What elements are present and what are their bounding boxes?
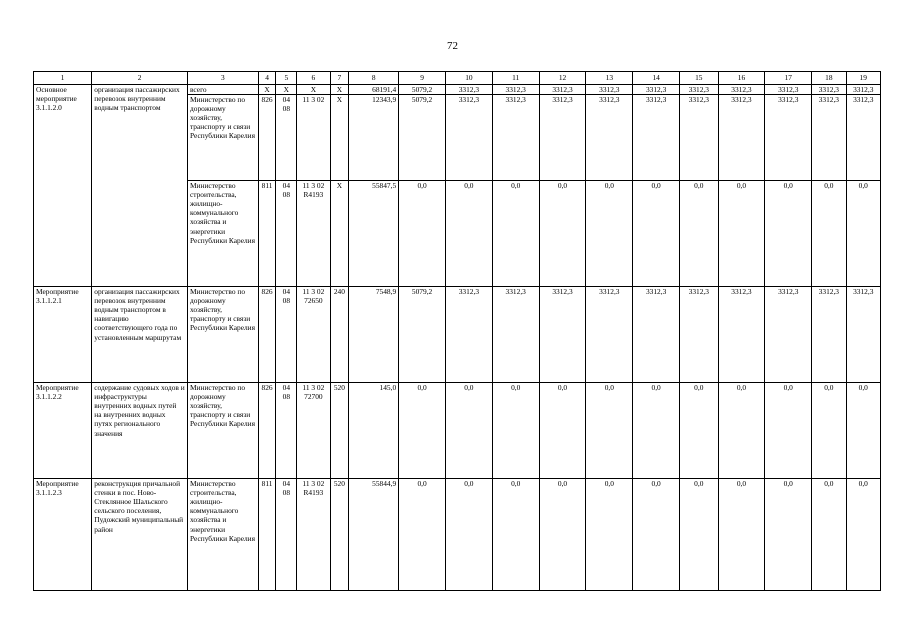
- value-cell: 0,0: [445, 383, 492, 479]
- value-cell: 3312,3: [633, 95, 680, 181]
- value-cell: 3312,3: [445, 287, 492, 383]
- expense-type: 240: [330, 287, 349, 383]
- value-cell: 5079,2: [399, 287, 446, 383]
- value-cell: 0,0: [492, 479, 539, 591]
- section-code: 04 08: [276, 181, 297, 287]
- col-header: 6: [297, 72, 330, 85]
- target-article: 11 3 02 72650: [297, 287, 330, 383]
- value-cell: 5079,2: [399, 95, 446, 181]
- value-cell: 0,0: [680, 383, 719, 479]
- value-cell: 0,0: [812, 383, 846, 479]
- expense-type: X: [330, 95, 349, 181]
- col-header: 5: [276, 72, 297, 85]
- col-header: 16: [718, 72, 765, 85]
- grbs-code: 826: [258, 95, 276, 181]
- value-cell: 3312,3: [539, 85, 586, 95]
- value-cell: 0,0: [586, 479, 633, 591]
- value-cell: 0,0: [633, 383, 680, 479]
- activity-code: Основное мероприятие 3.1.1.2.0: [34, 85, 92, 287]
- section-code: X: [276, 85, 297, 95]
- value-cell: 3312,3: [586, 85, 633, 95]
- activity-code: Мероприятие 3.1.1.2.3: [34, 479, 92, 591]
- executor: всего: [187, 85, 258, 95]
- executor: Министерство строительства, жилищно-коммунального хозяйства и энергетики Республики Карелия: [187, 181, 258, 287]
- value-cell: 0,0: [539, 479, 586, 591]
- value-cell: 3312,3: [445, 95, 492, 181]
- value-cell: 0,0: [399, 181, 446, 287]
- value-cell: 3312,3: [812, 85, 846, 95]
- value-cell: 3312,3: [539, 287, 586, 383]
- section-code: 04 08: [276, 95, 297, 181]
- value-cell: 0,0: [846, 383, 881, 479]
- value-cell: 0,0: [539, 181, 586, 287]
- activity-name: содержание судовых ходов и инфраструктуры внутренних водных путей на внутренних водных путях регионального значения: [92, 383, 188, 479]
- value-cell: 3312,3: [680, 95, 719, 181]
- value-cell: 0,0: [633, 181, 680, 287]
- value-cell: 0,0: [846, 181, 881, 287]
- value-cell: 0,0: [846, 479, 881, 591]
- col-header: 7: [330, 72, 349, 85]
- budget-table: [33, 71, 881, 591]
- expense-type: 520: [330, 383, 349, 479]
- header-row: [34, 72, 881, 85]
- col-header: 8: [349, 72, 399, 85]
- target-article: X: [297, 85, 330, 95]
- target-article: 11 3 02 R4193: [297, 479, 330, 591]
- value-cell: 55844,9: [349, 479, 399, 591]
- value-cell: 0,0: [399, 383, 446, 479]
- table-row-total: [34, 85, 881, 95]
- col-header: 4: [258, 72, 276, 85]
- value-cell: 0,0: [445, 479, 492, 591]
- grbs-code: X: [258, 85, 276, 95]
- col-header: 19: [846, 72, 881, 85]
- value-cell: 3312,3: [846, 95, 881, 181]
- value-cell: 0,0: [492, 181, 539, 287]
- col-header: 9: [399, 72, 446, 85]
- col-header: 13: [586, 72, 633, 85]
- value-cell: 3312,3: [765, 95, 812, 181]
- col-header: 15: [680, 72, 719, 85]
- value-cell: 0,0: [718, 383, 765, 479]
- value-cell: 0,0: [718, 479, 765, 591]
- value-cell: 0,0: [680, 479, 719, 591]
- value-cell: 3312,3: [492, 85, 539, 95]
- value-cell: 3312,3: [492, 95, 539, 181]
- value-cell: 0,0: [812, 479, 846, 591]
- activity-name: реконструкция причальной стенки в пос. Ново-Стеклянное Шальского сельского поселения, Пудожский муниципальный район: [92, 479, 188, 591]
- col-header: 1: [34, 72, 92, 85]
- value-cell: 3312,3: [445, 85, 492, 95]
- value-cell: 3312,3: [680, 85, 719, 95]
- value-cell: 3312,3: [492, 287, 539, 383]
- table-row: [34, 287, 881, 383]
- value-cell: 145,0: [349, 383, 399, 479]
- grbs-code: 826: [258, 287, 276, 383]
- target-article: 11 3 02 72700: [297, 383, 330, 479]
- value-cell: 0,0: [765, 479, 812, 591]
- value-cell: 0,0: [812, 181, 846, 287]
- value-cell: 3312,3: [633, 85, 680, 95]
- value-cell: 0,0: [399, 479, 446, 591]
- value-cell: 3312,3: [539, 95, 586, 181]
- col-header: 12: [539, 72, 586, 85]
- value-cell: 3312,3: [586, 95, 633, 181]
- value-cell: 3312,3: [846, 287, 881, 383]
- value-cell: 0,0: [586, 383, 633, 479]
- table-row: [34, 479, 881, 591]
- value-cell: 3312,3: [765, 85, 812, 95]
- value-cell: 3312,3: [718, 95, 765, 181]
- section-code: 04 08: [276, 287, 297, 383]
- value-cell: 0,0: [765, 383, 812, 479]
- value-cell: 3312,3: [846, 85, 881, 95]
- activity-name: организация пассажирских перевозок внутренним водным транспортом в навигацию соответствующего года по установленным маршрутам: [92, 287, 188, 383]
- table-row: [34, 383, 881, 479]
- executor: Министерство по дорожному хозяйству, транспорту и связи Республики Карелия: [187, 95, 258, 181]
- value-cell: 0,0: [586, 181, 633, 287]
- value-cell: 0,0: [633, 479, 680, 591]
- section-code: 04 08: [276, 383, 297, 479]
- executor: Министерство строительства, жилищно-коммунального хозяйства и энергетики Республики Карелия: [187, 479, 258, 591]
- activity-code: Мероприятие 3.1.1.2.2: [34, 383, 92, 479]
- value-cell: 3312,3: [718, 287, 765, 383]
- col-header: 14: [633, 72, 680, 85]
- grbs-code: 811: [258, 181, 276, 287]
- expense-type: X: [330, 181, 349, 287]
- col-header: 10: [445, 72, 492, 85]
- col-header: 3: [187, 72, 258, 85]
- value-cell: 3312,3: [812, 287, 846, 383]
- value-cell: 68191,4: [349, 85, 399, 95]
- value-cell: 3312,3: [680, 287, 719, 383]
- col-header: 17: [765, 72, 812, 85]
- page-number: 72: [447, 40, 458, 52]
- executor: Министерство по дорожному хозяйству, транспорту и связи Республики Карелия: [187, 287, 258, 383]
- target-article: 11 3 02: [297, 95, 330, 181]
- value-cell: 0,0: [539, 383, 586, 479]
- value-cell: 3312,3: [633, 287, 680, 383]
- target-article: 11 3 02 R4193: [297, 181, 330, 287]
- value-cell: 3312,3: [812, 95, 846, 181]
- value-cell: 0,0: [492, 383, 539, 479]
- value-cell: 0,0: [718, 181, 765, 287]
- value-cell: 12343,9: [349, 95, 399, 181]
- grbs-code: 826: [258, 383, 276, 479]
- expense-type: X: [330, 85, 349, 95]
- value-cell: 0,0: [445, 181, 492, 287]
- value-cell: 0,0: [680, 181, 719, 287]
- value-cell: 7548,9: [349, 287, 399, 383]
- value-cell: 3312,3: [586, 287, 633, 383]
- value-cell: 3312,3: [718, 85, 765, 95]
- executor: Министерство по дорожному хозяйству, транспорту и связи Республики Карелия: [187, 383, 258, 479]
- grbs-code: 811: [258, 479, 276, 591]
- col-header: 2: [92, 72, 188, 85]
- col-header: 18: [812, 72, 846, 85]
- value-cell: 5079,2: [399, 85, 446, 95]
- activity-name: организация пассажирских перевозок внутренним водным транспортом: [92, 85, 188, 287]
- value-cell: 55847,5: [349, 181, 399, 287]
- activity-code: Мероприятие 3.1.1.2.1: [34, 287, 92, 383]
- value-cell: 0,0: [765, 181, 812, 287]
- expense-type: 520: [330, 479, 349, 591]
- section-code: 04 08: [276, 479, 297, 591]
- value-cell: 3312,3: [765, 287, 812, 383]
- col-header: 11: [492, 72, 539, 85]
